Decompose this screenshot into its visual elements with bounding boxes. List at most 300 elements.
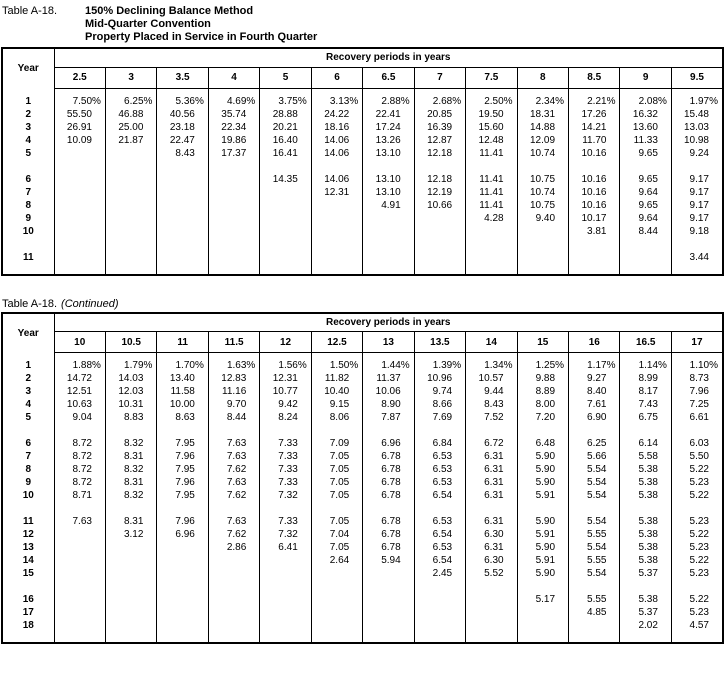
rate-cell: 9.24: [671, 147, 723, 160]
rate-cell: 8.31: [105, 450, 156, 463]
empty-cell: [2, 580, 54, 593]
rate-cell: 5.52: [466, 567, 517, 580]
rate-cell: 2.86: [208, 541, 259, 554]
rate-cell: 10.66: [414, 199, 465, 212]
rate-cell: 6.90: [569, 411, 620, 424]
rate-cell: 19.50: [466, 108, 517, 121]
rate-cell: 9.17: [671, 199, 723, 212]
year-cell: 18: [2, 619, 54, 643]
empty-cell: [208, 502, 259, 515]
rate-cell: 12.31: [260, 372, 311, 385]
rate-cell: 7.95: [157, 437, 208, 450]
empty-cell: [54, 173, 105, 186]
rate-cell: 1.79%: [105, 353, 156, 373]
rate-cell: 6.31: [466, 450, 517, 463]
rate-cell: 7.63: [208, 437, 259, 450]
year-cell: 10: [2, 225, 54, 238]
rate-cell: 4.69%: [208, 88, 259, 108]
table-row: [2, 463, 723, 476]
empty-cell: [414, 225, 465, 238]
rate-cell: 7.05: [311, 476, 362, 489]
rate-cell: 7.43: [620, 398, 671, 411]
rate-cell: 8.32: [105, 437, 156, 450]
empty-cell: [311, 160, 362, 173]
rate-cell: 14.06: [311, 173, 362, 186]
rate-cell: 6.31: [466, 476, 517, 489]
rate-cell: 11.82: [311, 372, 362, 385]
table2-group-header-row: [2, 313, 723, 332]
rate-cell: 13.03: [671, 121, 723, 134]
rate-cell: 8.72: [54, 437, 105, 450]
empty-cell: [466, 225, 517, 238]
year-cell: 15: [2, 567, 54, 580]
rate-cell: 4.57: [671, 619, 723, 643]
rate-cell: 15.48: [671, 108, 723, 121]
rate-cell: 2.45: [414, 567, 465, 580]
empty-cell: [414, 619, 465, 643]
rate-cell: 16.40: [260, 134, 311, 147]
empty-cell: [517, 225, 568, 238]
empty-cell: [157, 424, 208, 437]
rate-cell: 5.38: [620, 515, 671, 528]
empty-cell: [208, 424, 259, 437]
rate-cell: 12.31: [311, 186, 362, 199]
rate-cell: 24.22: [311, 108, 362, 121]
year-cell: 14: [2, 554, 54, 567]
rate-cell: 10.74: [517, 186, 568, 199]
rate-cell: 8.32: [105, 489, 156, 502]
rate-cell: 10.16: [569, 186, 620, 199]
rate-cell: 1.17%: [569, 353, 620, 373]
rate-cell: 5.36%: [157, 88, 208, 108]
rate-cell: 10.75: [517, 199, 568, 212]
rate-cell: 8.24: [260, 411, 311, 424]
rate-cell: 1.10%: [671, 353, 723, 373]
empty-cell: [569, 424, 620, 437]
rate-cell: 5.90: [517, 463, 568, 476]
table-row: [2, 225, 723, 238]
recovery-period-column-header: 14: [466, 332, 517, 353]
empty-cell: [414, 580, 465, 593]
empty-cell: [260, 554, 311, 567]
rate-cell: 7.87: [363, 411, 414, 424]
empty-cell: [105, 541, 156, 554]
rate-cell: 2.02: [620, 619, 671, 643]
empty-cell: [260, 502, 311, 515]
empty-cell: [2, 160, 54, 173]
empty-cell: [517, 160, 568, 173]
table-row: [2, 147, 723, 160]
empty-cell: [157, 580, 208, 593]
rate-cell: 6.31: [466, 489, 517, 502]
empty-cell: [157, 173, 208, 186]
empty-cell: [105, 238, 156, 251]
rate-cell: 6.53: [414, 450, 465, 463]
rate-cell: 10.74: [517, 147, 568, 160]
empty-cell: [157, 212, 208, 225]
empty-cell: [260, 251, 311, 275]
empty-cell: [105, 424, 156, 437]
empty-cell: [208, 225, 259, 238]
rate-cell: 7.96: [157, 515, 208, 528]
rate-cell: 11.33: [620, 134, 671, 147]
empty-cell: [157, 160, 208, 173]
table-row: [2, 212, 723, 225]
rate-cell: 5.38: [620, 593, 671, 606]
empty-cell: [157, 593, 208, 606]
rate-cell: 7.62: [208, 528, 259, 541]
empty-cell: [414, 160, 465, 173]
recovery-period-column-header: 5: [260, 67, 311, 88]
rate-cell: 6.31: [466, 515, 517, 528]
rate-cell: 10.75: [517, 173, 568, 186]
empty-cell: [517, 619, 568, 643]
rate-cell: 5.38: [620, 463, 671, 476]
rate-cell: 10.40: [311, 385, 362, 398]
year-cell: 7: [2, 186, 54, 199]
empty-cell: [466, 160, 517, 173]
rate-cell: 7.96: [671, 385, 723, 398]
rate-cell: 46.88: [105, 108, 156, 121]
rate-cell: 8.72: [54, 476, 105, 489]
empty-cell: [54, 502, 105, 515]
rate-cell: 9.44: [466, 385, 517, 398]
empty-cell: [54, 606, 105, 619]
recovery-period-column-header: 2.5: [54, 67, 105, 88]
rate-cell: 7.25: [671, 398, 723, 411]
rate-cell: 16.39: [414, 121, 465, 134]
rate-cell: 4.85: [569, 606, 620, 619]
recovery-period-column-header: 10.5: [105, 332, 156, 353]
rate-cell: 6.53: [414, 515, 465, 528]
rate-cell: 13.10: [363, 186, 414, 199]
rate-cell: 6.53: [414, 476, 465, 489]
empty-cell: [414, 606, 465, 619]
recovery-period-column-header: 13: [363, 332, 414, 353]
table-row: [2, 411, 723, 424]
rate-cell: 9.42: [260, 398, 311, 411]
empty-cell: [311, 567, 362, 580]
empty-cell: [208, 199, 259, 212]
table-row: [2, 134, 723, 147]
year-cell: 16: [2, 593, 54, 606]
rate-cell: 6.78: [363, 541, 414, 554]
depreciation-table-q4: [1, 47, 724, 276]
rate-cell: 8.40: [569, 385, 620, 398]
rate-cell: 6.54: [414, 554, 465, 567]
empty-cell: [363, 567, 414, 580]
empty-cell: [260, 160, 311, 173]
rate-cell: 5.91: [517, 489, 568, 502]
rate-cell: 13.10: [363, 173, 414, 186]
rate-cell: 12.03: [105, 385, 156, 398]
rate-cell: 5.38: [620, 541, 671, 554]
rate-cell: 13.60: [620, 121, 671, 134]
rate-cell: 8.17: [620, 385, 671, 398]
table-row: [2, 173, 723, 186]
empty-cell: [208, 580, 259, 593]
recovery-period-column-header: 10: [54, 332, 105, 353]
rate-cell: 14.35: [260, 173, 311, 186]
spacer-row: [2, 238, 723, 251]
rate-cell: 2.50%: [466, 88, 517, 108]
empty-cell: [54, 554, 105, 567]
rate-cell: 25.00: [105, 121, 156, 134]
empty-cell: [517, 238, 568, 251]
rate-cell: 1.34%: [466, 353, 517, 373]
rate-cell: 26.91: [54, 121, 105, 134]
empty-cell: [260, 593, 311, 606]
rate-cell: 7.05: [311, 515, 362, 528]
rate-cell: 6.72: [466, 437, 517, 450]
empty-cell: [620, 251, 671, 275]
empty-cell: [414, 212, 465, 225]
rate-cell: 2.88%: [363, 88, 414, 108]
empty-cell: [620, 238, 671, 251]
recovery-period-column-header: 4: [208, 67, 259, 88]
empty-cell: [208, 567, 259, 580]
rate-cell: 1.25%: [517, 353, 568, 373]
rate-cell: 5.22: [671, 554, 723, 567]
empty-cell: [363, 160, 414, 173]
empty-cell: [208, 212, 259, 225]
empty-cell: [414, 593, 465, 606]
rate-cell: 5.54: [569, 489, 620, 502]
spacer-row: [2, 160, 723, 173]
spacer-row: [2, 502, 723, 515]
year-cell: 1: [2, 353, 54, 373]
empty-cell: [105, 251, 156, 275]
year-cell: 17: [2, 606, 54, 619]
year-cell: 4: [2, 398, 54, 411]
recovery-period-column-header: 9: [620, 67, 671, 88]
table1-column-headers-row: [2, 67, 723, 88]
empty-cell: [260, 619, 311, 643]
empty-cell: [620, 580, 671, 593]
empty-cell: [260, 199, 311, 212]
rate-cell: 10.96: [414, 372, 465, 385]
rate-cell: 8.90: [363, 398, 414, 411]
rate-cell: 5.55: [569, 528, 620, 541]
rate-cell: 5.54: [569, 541, 620, 554]
rate-cell: 28.88: [260, 108, 311, 121]
empty-cell: [311, 251, 362, 275]
rate-cell: 13.10: [363, 147, 414, 160]
table-row: [2, 541, 723, 554]
rate-cell: 12.09: [517, 134, 568, 147]
empty-cell: [363, 619, 414, 643]
rate-cell: 7.63: [208, 476, 259, 489]
empty-cell: [105, 173, 156, 186]
empty-cell: [208, 251, 259, 275]
rate-cell: 5.38: [620, 476, 671, 489]
empty-cell: [466, 424, 517, 437]
rate-cell: 5.23: [671, 515, 723, 528]
rate-cell: 11.16: [208, 385, 259, 398]
spacer-row: [2, 424, 723, 437]
rate-cell: 10.06: [363, 385, 414, 398]
empty-cell: [363, 424, 414, 437]
rate-cell: 14.72: [54, 372, 105, 385]
rate-cell: 6.84: [414, 437, 465, 450]
rate-cell: 22.47: [157, 134, 208, 147]
rate-cell: 11.37: [363, 372, 414, 385]
table-row: [2, 353, 723, 373]
rate-cell: 1.56%: [260, 353, 311, 373]
rate-cell: 8.71: [54, 489, 105, 502]
rate-cell: 7.96: [157, 476, 208, 489]
rate-cell: 5.90: [517, 567, 568, 580]
rate-cell: 23.18: [157, 121, 208, 134]
empty-cell: [466, 593, 517, 606]
empty-cell: [517, 502, 568, 515]
rate-cell: 7.63: [208, 515, 259, 528]
rate-cell: 5.22: [671, 593, 723, 606]
rate-cell: 1.88%: [54, 353, 105, 373]
recovery-period-column-header: 3.5: [157, 67, 208, 88]
table1-caption-label: Table A-18.: [2, 5, 58, 17]
empty-cell: [311, 238, 362, 251]
rate-cell: 12.51: [54, 385, 105, 398]
rate-cell: 7.04: [311, 528, 362, 541]
rate-cell: 11.41: [466, 199, 517, 212]
empty-cell: [208, 606, 259, 619]
rate-cell: 3.44: [671, 251, 723, 275]
empty-cell: [157, 502, 208, 515]
empty-cell: [208, 593, 259, 606]
rate-cell: 18.31: [517, 108, 568, 121]
rate-cell: 12.83: [208, 372, 259, 385]
rate-cell: 7.33: [260, 515, 311, 528]
table-row: [2, 515, 723, 528]
rate-cell: 6.31: [466, 541, 517, 554]
rate-cell: 12.18: [414, 147, 465, 160]
rate-cell: 1.70%: [157, 353, 208, 373]
rate-cell: 7.95: [157, 463, 208, 476]
rate-cell: 9.88: [517, 372, 568, 385]
rate-cell: 8.63: [157, 411, 208, 424]
empty-cell: [311, 606, 362, 619]
rate-cell: 8.89: [517, 385, 568, 398]
table2-column-headers-row: [2, 332, 723, 353]
empty-cell: [363, 238, 414, 251]
year-cell: 5: [2, 411, 54, 424]
empty-cell: [105, 186, 156, 199]
empty-cell: [569, 160, 620, 173]
rate-cell: 15.60: [466, 121, 517, 134]
rate-cell: 6.54: [414, 489, 465, 502]
rate-cell: 6.75: [620, 411, 671, 424]
table2-body: [2, 353, 723, 644]
rate-cell: 8.66: [414, 398, 465, 411]
empty-cell: [620, 502, 671, 515]
rate-cell: 7.63: [54, 515, 105, 528]
year-column-header: Year: [2, 313, 54, 353]
rate-cell: 5.23: [671, 606, 723, 619]
recovery-period-column-header: 11.5: [208, 332, 259, 353]
rate-cell: 13.26: [363, 134, 414, 147]
rate-cell: 18.16: [311, 121, 362, 134]
rate-cell: 17.24: [363, 121, 414, 134]
rate-cell: 6.53: [414, 541, 465, 554]
recovery-period-column-header: 8.5: [569, 67, 620, 88]
rate-cell: 5.55: [569, 593, 620, 606]
empty-cell: [54, 528, 105, 541]
spacer-row: [2, 580, 723, 593]
rate-cell: 10.57: [466, 372, 517, 385]
rate-cell: 8.31: [105, 476, 156, 489]
empty-cell: [620, 160, 671, 173]
rate-cell: 5.38: [620, 489, 671, 502]
table2-caption-continued: (Continued): [61, 297, 119, 310]
rate-cell: 7.33: [260, 463, 311, 476]
rate-cell: 8.43: [466, 398, 517, 411]
rate-cell: 17.26: [569, 108, 620, 121]
recovery-period-column-header: 16.5: [620, 332, 671, 353]
table1-caption: [0, 0, 725, 47]
empty-cell: [311, 225, 362, 238]
rate-cell: 7.61: [569, 398, 620, 411]
empty-cell: [569, 619, 620, 643]
rate-cell: 12.87: [414, 134, 465, 147]
table-row: [2, 567, 723, 580]
rate-cell: 7.05: [311, 541, 362, 554]
rate-cell: 14.06: [311, 134, 362, 147]
rate-cell: 8.73: [671, 372, 723, 385]
empty-cell: [54, 212, 105, 225]
rate-cell: 9.65: [620, 173, 671, 186]
empty-cell: [466, 238, 517, 251]
table-row: [2, 450, 723, 463]
rate-cell: 17.37: [208, 147, 259, 160]
rate-cell: 7.95: [157, 489, 208, 502]
rate-cell: 7.05: [311, 489, 362, 502]
empty-cell: [466, 619, 517, 643]
rate-cell: 20.85: [414, 108, 465, 121]
empty-cell: [517, 606, 568, 619]
rate-cell: 7.05: [311, 450, 362, 463]
empty-cell: [105, 225, 156, 238]
recovery-period-column-header: 6: [311, 67, 362, 88]
rate-cell: 22.34: [208, 121, 259, 134]
empty-cell: [671, 424, 723, 437]
empty-cell: [54, 160, 105, 173]
rate-cell: 1.44%: [363, 353, 414, 373]
rate-cell: 14.06: [311, 147, 362, 160]
table1-group-header-row: [2, 48, 723, 67]
empty-cell: [569, 238, 620, 251]
table-row: [2, 199, 723, 212]
empty-cell: [414, 238, 465, 251]
rate-cell: 6.48: [517, 437, 568, 450]
rate-cell: 5.22: [671, 463, 723, 476]
year-cell: 6: [2, 437, 54, 450]
empty-cell: [363, 251, 414, 275]
rate-cell: 10.98: [671, 134, 723, 147]
rate-cell: 6.78: [363, 528, 414, 541]
rate-cell: 11.41: [466, 186, 517, 199]
rate-cell: 10.63: [54, 398, 105, 411]
table1-title-line-1: 150% Declining Balance Method: [85, 5, 254, 17]
rate-cell: 19.86: [208, 134, 259, 147]
empty-cell: [54, 199, 105, 212]
empty-cell: [157, 199, 208, 212]
empty-cell: [105, 619, 156, 643]
empty-cell: [208, 619, 259, 643]
empty-cell: [208, 173, 259, 186]
rate-cell: 1.97%: [671, 88, 723, 108]
rate-cell: 7.63: [208, 450, 259, 463]
